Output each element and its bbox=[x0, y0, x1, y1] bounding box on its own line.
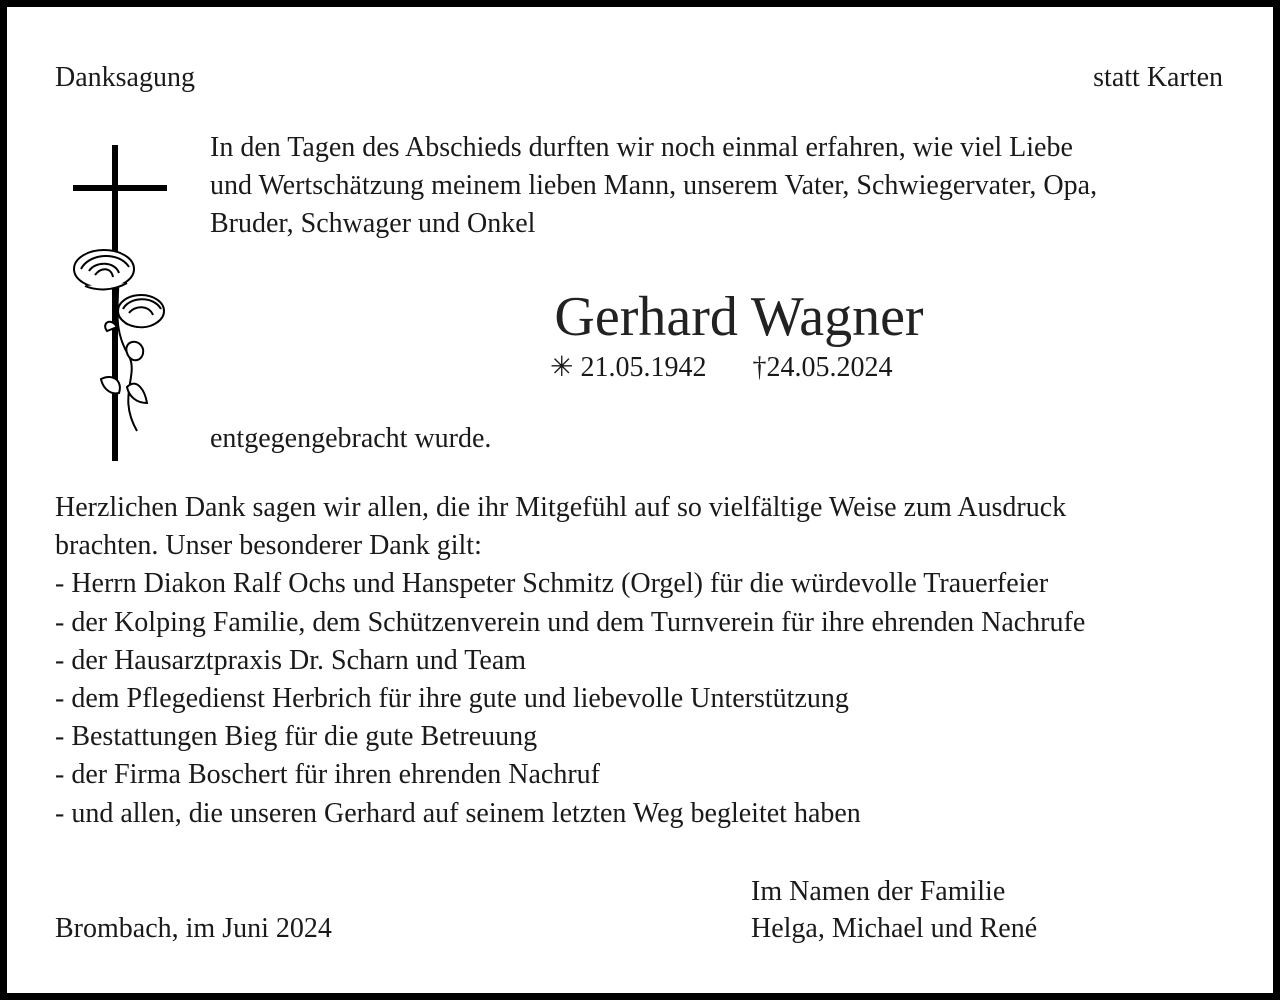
intro-line: In den Tagen des Abschieds durften wir noch einmal erfahren, wie viel Liebe bbox=[210, 132, 1073, 163]
place-date: Brombach, im Juni 2024 bbox=[55, 913, 332, 944]
family-names: Helga, Michael und René bbox=[751, 913, 1038, 944]
intro-line: und Wertschätzung meinem lieben Mann, unserem Vater, Schwiegervater, Opa, bbox=[210, 170, 1098, 201]
thanks-line: brachten. Unser besonderer Dank gilt: bbox=[55, 530, 482, 562]
thanks-line: - der Hausarztpraxis Dr. Scharn und Team bbox=[55, 644, 527, 676]
thanks-line: - der Firma Boschert für ihren ehrenden Nachruf bbox=[55, 759, 601, 791]
heading-thanks: Danksagung bbox=[55, 62, 195, 93]
thanks-line: - der Kolping Familie, dem Schützenverein und dem Turnverein für ihre ehrenden Nachrufe bbox=[55, 606, 1086, 638]
family-label: Im Namen der Familie bbox=[751, 876, 1006, 907]
death-date: 24.05.2024 bbox=[766, 352, 893, 383]
intro-line: Bruder, Schwager und Onkel bbox=[210, 208, 536, 239]
intro-paragraph bbox=[210, 129, 1097, 243]
deceased-name: Gerhard Wagner bbox=[554, 286, 924, 348]
thanks-line: Herzlichen Dank sagen wir allen, die ihr Mitgefühl auf so vielfältige Weise zum Ausdruck bbox=[55, 492, 1067, 523]
heading-instead-of-cards: statt Karten bbox=[1093, 62, 1223, 93]
death-cross-icon: † bbox=[752, 352, 767, 383]
life-dates bbox=[550, 349, 892, 387]
thanks-line: - und allen, die unseren Gerhard auf seinem letzten Weg begleitet haben bbox=[55, 797, 861, 829]
thanks-line: - Bestattungen Bieg für die gute Betreuung bbox=[55, 721, 538, 753]
birth-date: 21.05.1942 bbox=[580, 352, 707, 383]
thanks-line: - dem Pflegedienst Herbrich für ihre gute und liebevolle Unterstützung bbox=[55, 682, 849, 714]
thanks-list bbox=[55, 489, 1085, 833]
intro-conclusion: entgegengebracht wurde. bbox=[210, 423, 492, 454]
birth-star-icon: ✳ bbox=[550, 352, 574, 383]
thanks-line: - Herrn Diakon Ralf Ochs und Hanspeter Schmitz (Orgel) für die würdevolle Trauerfeier bbox=[55, 568, 1049, 600]
